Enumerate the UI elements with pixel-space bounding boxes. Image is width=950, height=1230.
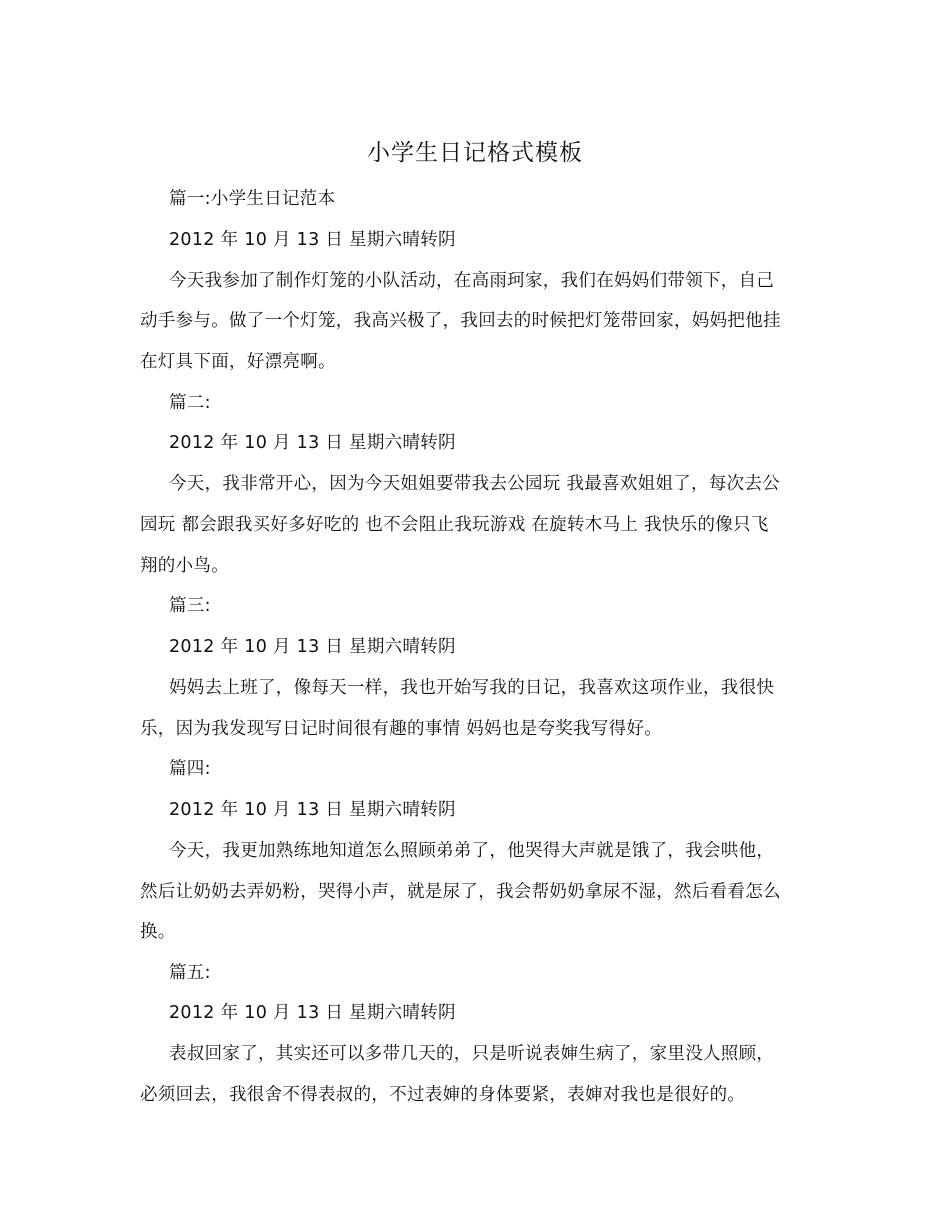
paragraph-line: 今天我参加了制作灯笼的小队活动，在高雨珂家，我们在妈妈们带领下，自己 xyxy=(169,271,775,291)
paragraph-line: 妈妈去上班了，像每天一样，我也开始写我的日记，我喜欢这项作业，我很快 xyxy=(169,678,775,698)
diary-date: 2012 年 10 月 13 日 星期六晴转阴 xyxy=(169,433,456,453)
diary-date: 2012 年 10 月 13 日 星期六晴转阴 xyxy=(169,800,456,820)
section-heading: 篇五: xyxy=(169,963,211,983)
paragraph-line: 翔的小鸟。 xyxy=(140,556,229,576)
paragraph-line: 今天，我更加熟练地知道怎么照顾弟弟了，他哭得大声就是饿了，我会哄他， xyxy=(169,841,775,861)
section-heading: 篇一:小学生日记范本 xyxy=(169,189,336,209)
paragraph-line: 换。 xyxy=(140,922,176,942)
paragraph-line: 表叔回家了，其实还可以多带几天的，只是听说表婶生病了，家里没人照顾， xyxy=(169,1044,775,1064)
section-heading: 篇三: xyxy=(169,596,211,616)
paragraph-line: 在灯具下面，好漂亮啊。 xyxy=(140,352,336,372)
paragraph-line: 必须回去，我很舍不得表叔的，不过表婶的身体要紧，表婶对我也是很好的。 xyxy=(140,1085,746,1105)
paragraph-line: 然后让奶奶去弄奶粉，哭得小声，就是尿了，我会帮奶奶拿尿不湿，然后看看怎么 xyxy=(140,882,781,902)
diary-date: 2012 年 10 月 13 日 星期六晴转阴 xyxy=(169,1003,456,1023)
paragraph-line: 乐，因为我发现写日记时间很有趣的事情 妈妈也是夸奖我写得好。 xyxy=(140,719,663,739)
paragraph-line: 园玩 都会跟我买好多好吃的 也不会阻止我玩游戏 在旋转木马上 我快乐的像只飞 xyxy=(140,515,769,535)
section-heading: 篇四: xyxy=(169,759,211,779)
diary-date: 2012 年 10 月 13 日 星期六晴转阴 xyxy=(169,637,456,657)
document-title: 小学生日记格式模板 xyxy=(367,140,583,166)
paragraph-line: 今天，我非常开心，因为今天姐姐要带我去公园玩 我最喜欢姐姐了，每次去公 xyxy=(169,474,781,494)
paragraph-line: 动手参与。做了一个灯笼，我高兴极了，我回去的时候把灯笼带回家，妈妈把他挂 xyxy=(140,311,781,331)
section-heading: 篇二: xyxy=(169,393,211,413)
diary-date: 2012 年 10 月 13 日 星期六晴转阴 xyxy=(169,230,456,250)
